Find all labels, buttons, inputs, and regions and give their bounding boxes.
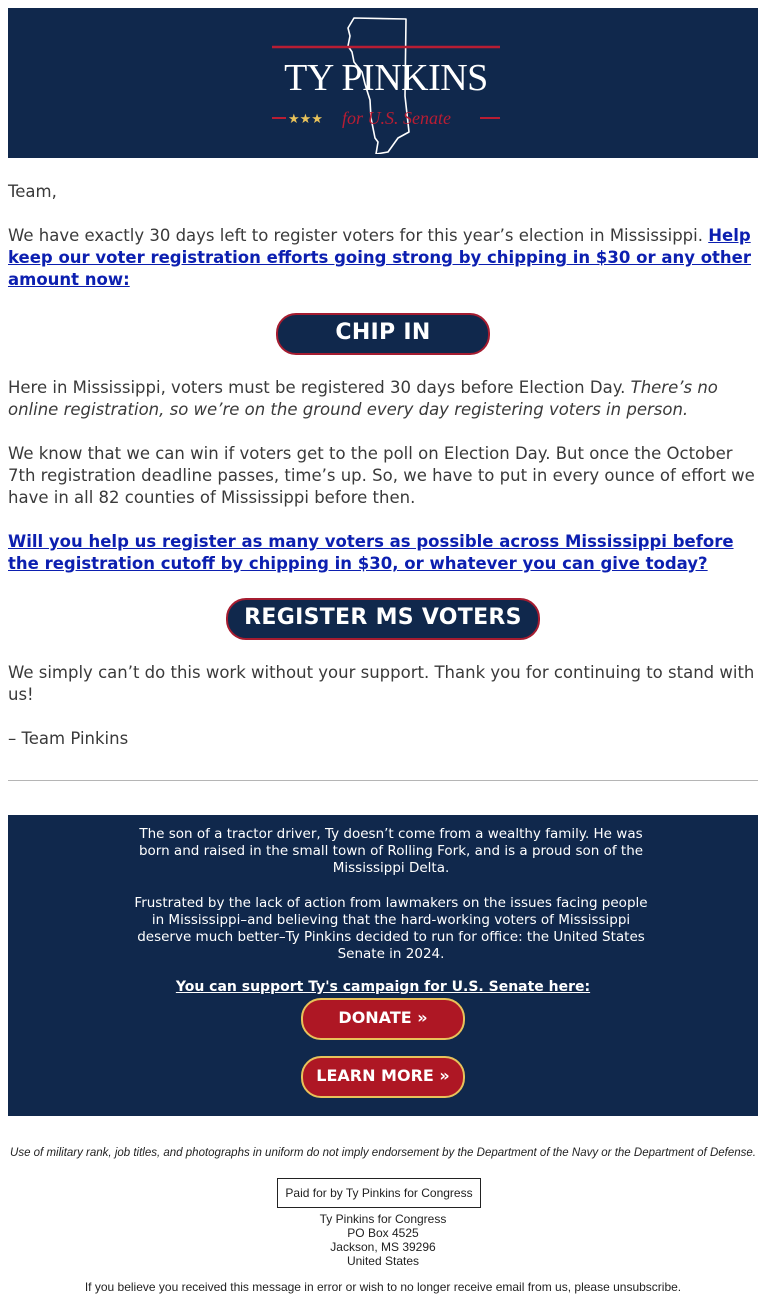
bio-paragraph-2: Frustrated by the lack of action from lawmakers on the issues facing people in Mississippi–and believing that the hard-working voters of Mississippi deserve much better–Ty Pinkins decided to run for office: the United States Senate in 2024.: [134, 895, 648, 962]
logo-stars-icon: ★★★: [288, 112, 323, 127]
military-disclaimer: Use of military rank, job titles, and photographs in uniform do not imply endorsement by the Department of the Navy or the Department of Defense.: [10, 1147, 756, 1159]
divider: [8, 780, 758, 781]
registration-rules-text: Here in Mississippi, voters must be registered 30 days before Election Day.: [8, 378, 626, 397]
unsubscribe-notice[interactable]: If you believe you received this message in error or wish to no longer receive email from us, please unsubscribe.: [84, 1280, 682, 1294]
bio-paragraph-1: The son of a tractor driver, Ty doesn’t come from a wealthy family. He was born and raised in the small town of Rolling Fork, and is a proud son of the Mississippi Delta.: [138, 826, 644, 876]
address-line-city: Jackson, MS 39296: [330, 1240, 436, 1254]
mailing-address: [8, 1212, 758, 1268]
paid-for-box: Paid for by Ty Pinkins for Congress: [277, 1178, 481, 1208]
signoff: – Team Pinkins: [8, 729, 129, 748]
chip-in-button[interactable]: CHIP IN: [276, 313, 490, 355]
campaign-logo[interactable]: [266, 14, 506, 154]
paragraph-thanks: We simply can’t do this work without your support. Thank you for continuing to stand with us!: [8, 663, 755, 704]
donate-button[interactable]: DONATE »: [301, 998, 465, 1040]
registration-rules-italic: There’s no online registration, so we’re on the ground every day registering voters in person.: [8, 378, 718, 419]
bio-footer-box: [8, 815, 758, 1116]
learn-more-button[interactable]: LEARN MORE »: [301, 1056, 465, 1098]
paragraph-registration-rules: [8, 377, 756, 421]
address-line-pobox: PO Box 4525: [347, 1226, 419, 1240]
logo-name: Ty Pinkins: [284, 57, 488, 99]
address-line-country: United States: [346, 1254, 420, 1268]
logo-tagline: for U.S. Senate: [342, 108, 451, 128]
donate-link-intro[interactable]: Help keep our voter registration efforts going strong by chipping in $30 or any other amount now:: [8, 226, 751, 289]
paragraph-intro: [8, 225, 756, 291]
intro-text: We have exactly 30 days left to register voters for this year’s election in Mississippi.: [8, 226, 703, 245]
donate-link-ask[interactable]: Will you help us register as many voters as possible across Mississippi before the registration cutoff by chipping in $30, or whatever you can give today?: [8, 532, 734, 573]
paragraph-ask: [8, 531, 756, 575]
paragraph-deadline: We know that we can win if voters get to the poll on Election Day. But once the October 7th registration deadline passes, time’s up. So, we have to put in every ounce of effort we have in all 82 counties of Mississippi before then.: [8, 444, 755, 507]
address-line-org: Ty Pinkins for Congress: [319, 1212, 447, 1226]
support-link[interactable]: You can support Ty's campaign for U.S. Senate here:: [175, 979, 591, 995]
email-header-banner: [8, 8, 758, 158]
greeting: Team,: [8, 182, 57, 201]
register-ms-voters-button[interactable]: REGISTER MS VOTERS: [226, 598, 540, 640]
